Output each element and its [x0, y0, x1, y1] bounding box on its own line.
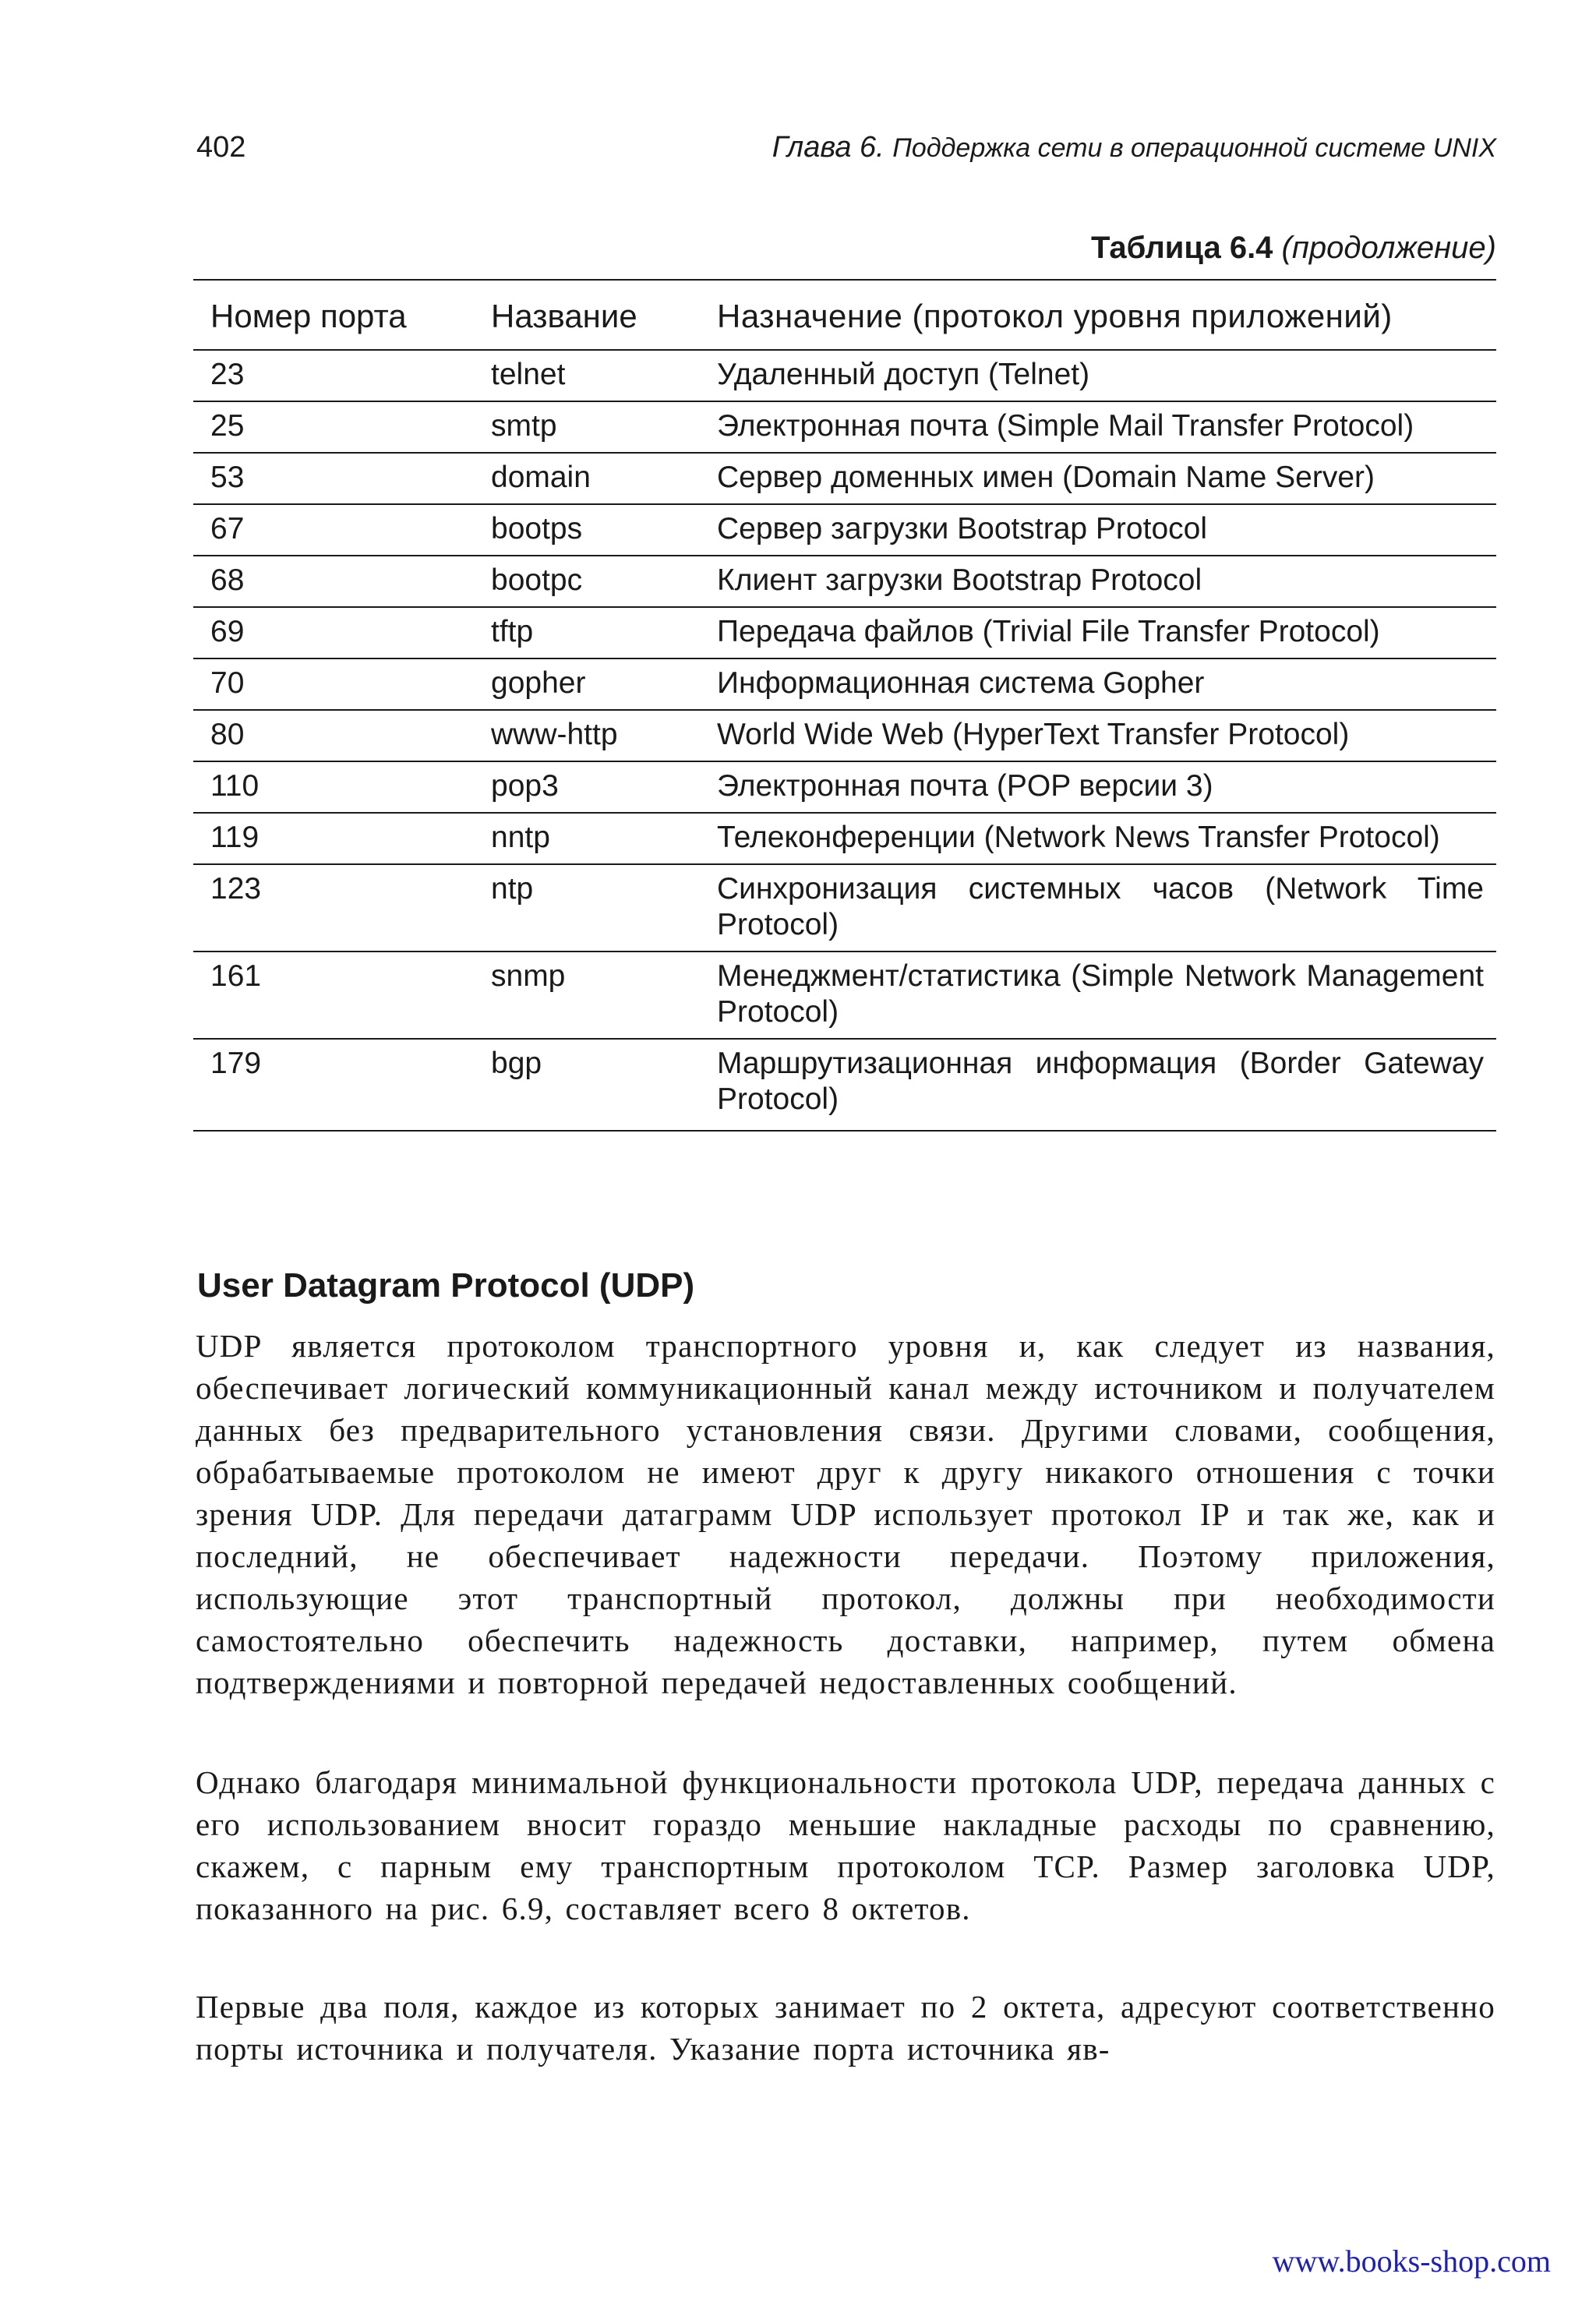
name-cell: smtp — [491, 401, 717, 453]
column-header-port: Номер порта — [193, 280, 491, 350]
purpose-cell: Маршрутизационная информация (Border Gateway Protocol) — [717, 1039, 1496, 1131]
purpose-cell: Сервер доменных имен (Domain Name Server) — [717, 453, 1496, 504]
name-cell: snmp — [491, 952, 717, 1039]
table-row — [193, 401, 1496, 453]
purpose-cell: Удаленный доступ (Telnet) — [717, 350, 1496, 401]
port-cell: 123 — [193, 864, 491, 952]
port-cell: 68 — [193, 556, 491, 607]
purpose-cell: Электронная почта (Simple Mail Transfer Protocol) — [717, 401, 1496, 453]
port-cell: 110 — [193, 761, 491, 813]
purpose-cell: Передача файлов (Trivial File Transfer Protocol) — [717, 607, 1496, 658]
purpose-cell: Электронная почта (POP версии 3) — [717, 761, 1496, 813]
port-cell: 179 — [193, 1039, 491, 1131]
purpose-cell: Информационная система Gopher — [717, 658, 1496, 710]
running-head — [772, 131, 1496, 164]
body-paragraph: Однако благодаря минимальной функциональности протокола UDP, передача данных с его использованием вносит гораздо меньшие накладные расходы по сравнению, скажем, с парным ему транспортным протоколом TCP. Размер заголовка UDP, показанного на рис. 6.9, составляет всего 8 октетов. — [196, 1764, 1495, 1926]
table-row — [193, 864, 1496, 952]
purpose-cell: Телеконференции (Network News Transfer Protocol) — [717, 813, 1496, 864]
purpose-cell: Клиент загрузки Bootstrap Protocol — [717, 556, 1496, 607]
page-number: 402 — [196, 131, 246, 164]
table-row — [193, 710, 1496, 761]
port-cell: 119 — [193, 813, 491, 864]
section-title: User Datagram Protocol (UDP) — [197, 1266, 695, 1305]
table-row — [193, 607, 1496, 658]
table-row — [193, 453, 1496, 504]
port-cell: 67 — [193, 504, 491, 556]
port-cell: 23 — [193, 350, 491, 401]
name-cell: bootps — [491, 504, 717, 556]
port-cell: 25 — [193, 401, 491, 453]
table-row — [193, 761, 1496, 813]
name-cell: bgp — [491, 1039, 717, 1131]
footer-site-link[interactable]: www.books-shop.com — [1272, 2244, 1551, 2279]
purpose-cell: Менеджмент/статистика (Simple Network Management Protocol) — [717, 952, 1496, 1039]
name-cell: gopher — [491, 658, 717, 710]
name-cell: bootpc — [491, 556, 717, 607]
port-cell: 161 — [193, 952, 491, 1039]
body-paragraph: UDP является протоколом транспортного уровня и, как следует из названия, обеспечивает логический коммуникационный канал между источником и получателем данных без предварительного установления связи. Другими словами, сообщения, обрабатываемые протоколом не имеют друг к другу никакого отношения с точки зрения UDP. Для передачи датаграмм UDP использует протокол IP и так же, как и последний, не обеспечивает надежности передачи. Поэтому приложения, использующие этот транспортный протокол, должны при необходимости самостоятельно обеспечить надежность доставки, например, путем обмена подтверждениями и повторной передачей недоставленных сообщений. — [196, 1328, 1495, 1700]
table-row — [193, 952, 1496, 1039]
name-cell: tftp — [491, 607, 717, 658]
table-row — [193, 556, 1496, 607]
chapter-title: Поддержка сети в операционной системе UNIX — [892, 133, 1496, 163]
table-row — [193, 504, 1496, 556]
name-cell: domain — [491, 453, 717, 504]
name-cell: telnet — [491, 350, 717, 401]
table-caption — [1091, 231, 1496, 266]
body-paragraph: Первые два поля, каждое из которых занимает по 2 октета, адресуют соответственно порты источника и получателя. Указание порта источника яв- — [196, 1989, 1495, 2067]
caption-note: (продолжение) — [1281, 231, 1496, 265]
table-row — [193, 658, 1496, 710]
port-table — [193, 279, 1496, 1132]
name-cell: www-http — [491, 710, 717, 761]
port-cell: 80 — [193, 710, 491, 761]
port-cell: 70 — [193, 658, 491, 710]
name-cell: ntp — [491, 864, 717, 952]
purpose-cell: World Wide Web (HyperText Transfer Protocol) — [717, 710, 1496, 761]
name-cell: nntp — [491, 813, 717, 864]
purpose-cell: Сервер загрузки Bootstrap Protocol — [717, 504, 1496, 556]
purpose-cell: Синхронизация системных часов (Network Time Protocol) — [717, 864, 1496, 952]
port-cell: 53 — [193, 453, 491, 504]
table-row — [193, 350, 1496, 401]
port-cell: 69 — [193, 607, 491, 658]
table-row — [193, 813, 1496, 864]
table-row — [193, 1039, 1496, 1131]
column-header-name: Название — [491, 280, 717, 350]
chapter-prefix: Глава 6. — [772, 131, 885, 164]
caption-label: Таблица 6.4 — [1090, 231, 1273, 265]
column-header-purpose: Назначение (протокол уровня приложений) — [717, 280, 1496, 350]
name-cell: pop3 — [491, 761, 717, 813]
table-header-row — [193, 280, 1496, 350]
